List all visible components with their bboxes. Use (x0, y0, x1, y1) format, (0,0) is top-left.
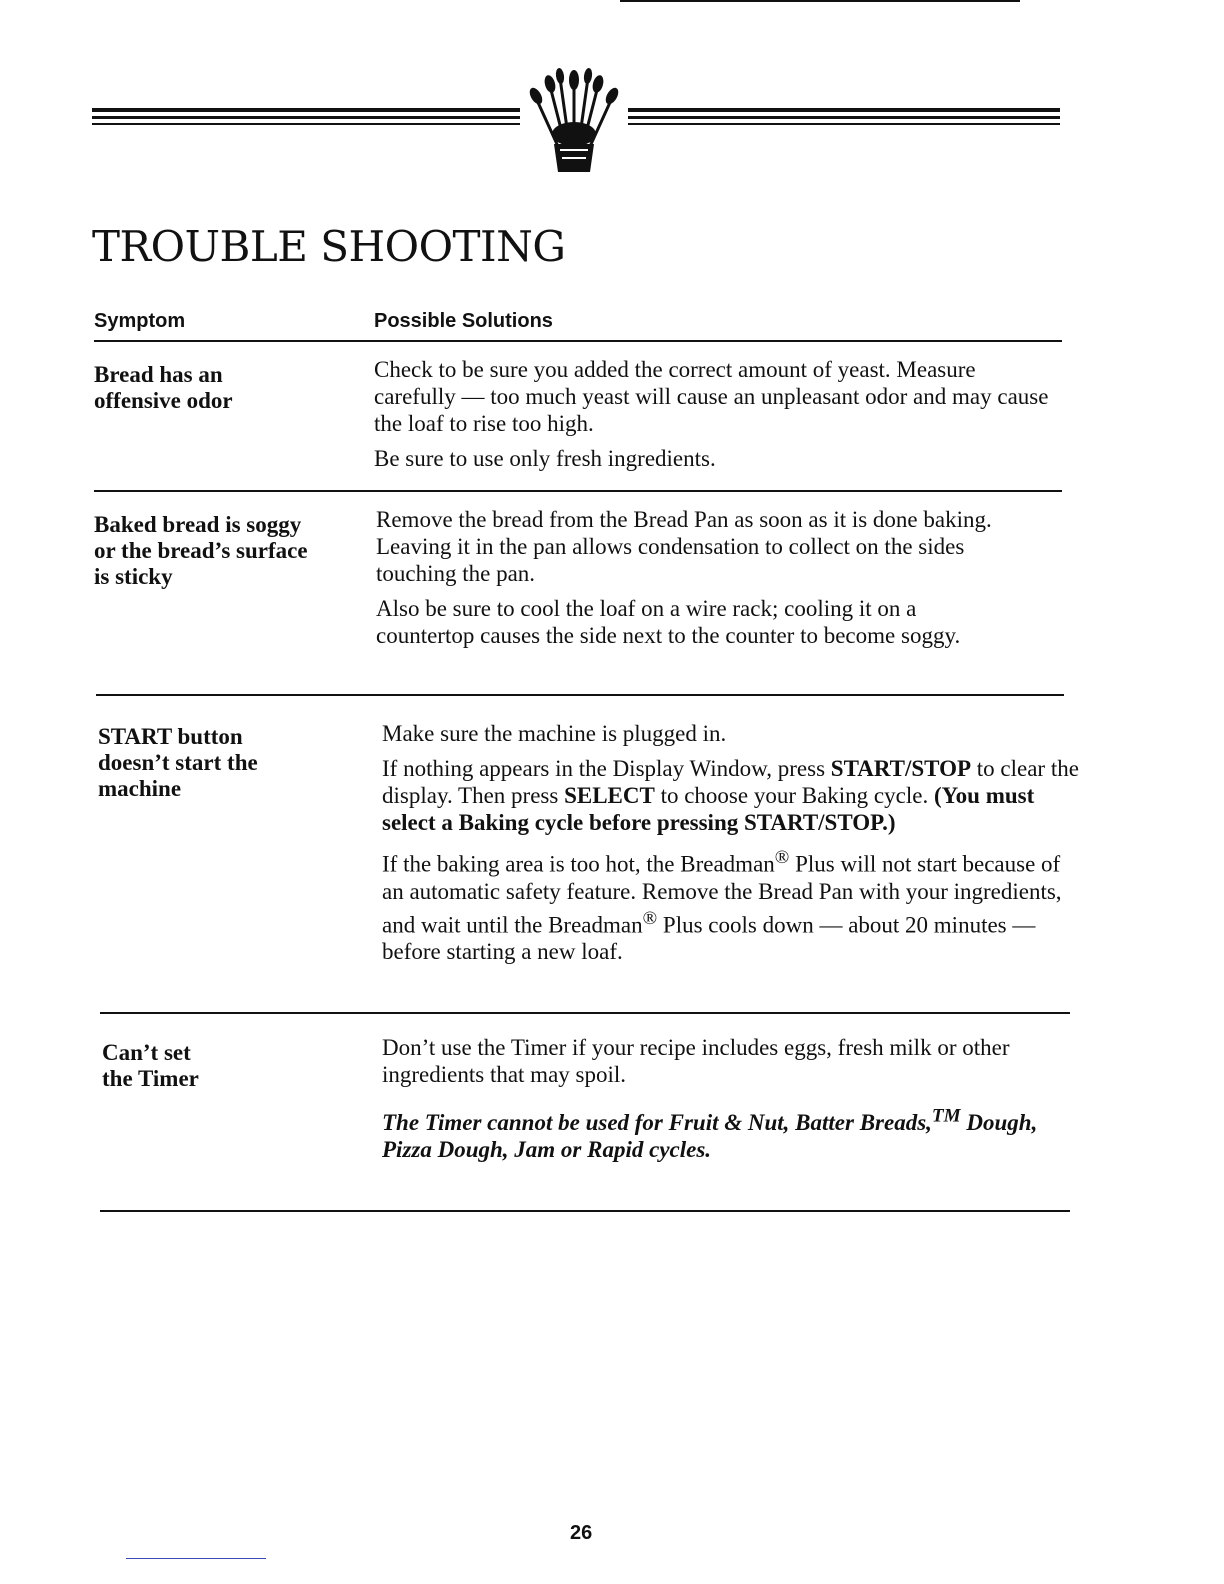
symptom-timer (102, 1040, 199, 1092)
solutions-timer (382, 1034, 1072, 1171)
symptom-line: the Timer (102, 1066, 199, 1091)
row-divider (94, 490, 1062, 492)
symptom-line: is sticky (94, 564, 173, 589)
solution-text: Also be sure to cool the loaf on a wire rack; cooling it on a countertop causes the side next to the counter to become soggy. (376, 596, 961, 648)
row-divider (96, 694, 1064, 696)
solutions-odor (374, 356, 1054, 480)
symptom-column-header: Symptom (94, 310, 186, 332)
solution-text: Remove the bread from the Bread Pan as soon as it is done baking. Leaving it in the pan allows condensation to collect on the sides touching the pan. (376, 507, 992, 586)
footer-rule (126, 1558, 266, 1559)
page-title: TROUBLE SHOOTING (92, 222, 566, 271)
symptom-line: Can’t set (102, 1040, 191, 1065)
wheat-sheaf-icon (520, 64, 628, 180)
symptom-odor (94, 362, 233, 414)
solution-text: If nothing appears in the Display Window, press START/STOP to clear the display. Then press SELECT to choose your Baking cycle. (You must select a Baking cycle before pressing START/STOP.) (382, 756, 1079, 835)
symptom-line: or the bread’s surface (94, 538, 308, 563)
solutions-column-header: Possible Solutions (374, 310, 553, 332)
solutions-start-button (382, 720, 1082, 973)
symptom-start-button (98, 724, 258, 802)
page-number: 26 (570, 1522, 593, 1544)
symptom-line: machine (98, 776, 182, 801)
table-bottom-rule (100, 1210, 1070, 1212)
row-divider (100, 1012, 1070, 1014)
header-divider (94, 340, 1062, 342)
symptom-line: doesn’t start the (98, 750, 258, 775)
symptom-line: Bread has an (94, 362, 223, 387)
solution-text: Make sure the machine is plugged in. (382, 721, 727, 746)
solution-text: Be sure to use only fresh ingredients. (374, 446, 716, 471)
top-edge-rule (620, 0, 1020, 2)
symptom-soggy (94, 512, 308, 590)
timer-warning-note: The Timer cannot be used for Fruit & Nut, Batter Breads,™ Dough, Pizza Dough, Jam or Rapid cycles. (382, 1105, 1038, 1162)
solutions-soggy (376, 506, 1016, 657)
solution-text: Don’t use the Timer if your recipe includes eggs, fresh milk or other ingredients that may spoil. (382, 1035, 1010, 1087)
symptom-line: START button (98, 724, 243, 749)
solution-text: Check to be sure you added the correct amount of yeast. Measure carefully — too much yeast will cause an unpleasant odor and may cause the loaf to rise too high. (374, 357, 1049, 436)
symptom-line: Baked bread is soggy (94, 512, 302, 537)
solution-text: If the baking area is too hot, the Breadman® Plus will not start because of an automatic safety feature. Remove the Bread Pan with your ingredients, and wait until the Breadman® Plus cools down — about 20 minutes — before starting a new loaf. (382, 847, 1062, 965)
symptom-line: offensive odor (94, 388, 233, 413)
